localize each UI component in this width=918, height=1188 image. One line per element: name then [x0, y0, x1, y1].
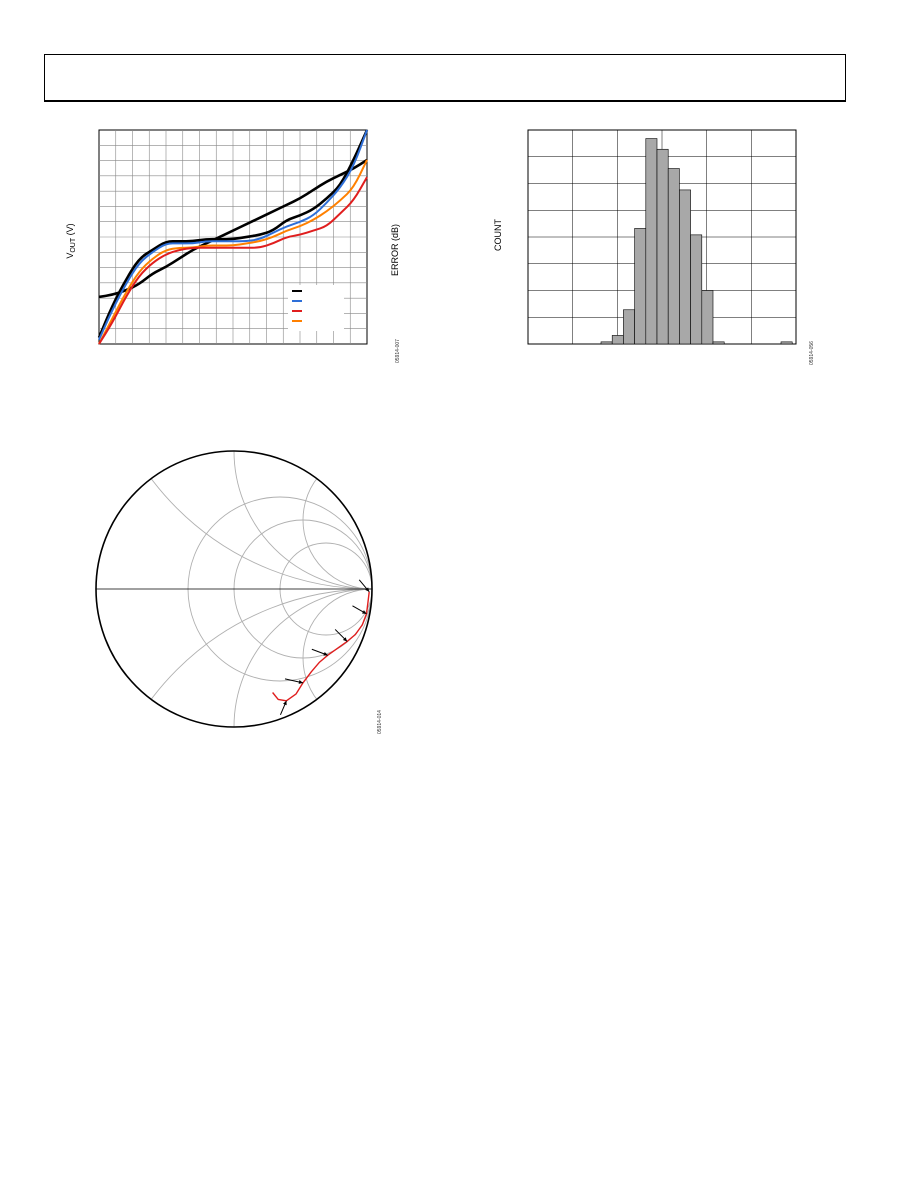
smith-figure-id: 05914-014	[377, 710, 383, 734]
histogram-bar-8	[691, 235, 702, 344]
smith-figure	[90, 445, 390, 745]
vout-figure	[60, 120, 420, 380]
histogram-bar-7	[679, 190, 690, 344]
histogram-bar-6	[668, 169, 679, 344]
smith-reactance-arc-neg	[96, 589, 648, 1141]
vout-y2-axis-label: ERROR (dB)	[390, 224, 400, 277]
vout-y-axis-label: $V_{OUT}$ (V)	[65, 223, 77, 259]
histogram-plot	[527, 129, 797, 345]
histogram-bar-9	[702, 291, 713, 345]
histogram-bar-3	[635, 228, 646, 344]
page-header-box	[44, 54, 846, 102]
smith-chart	[93, 445, 377, 731]
histogram-bar-0	[601, 342, 612, 344]
histogram-bar-5	[657, 149, 668, 344]
vout-plot	[98, 129, 368, 345]
histogram-bar-outlier	[781, 342, 792, 344]
histogram-figure-id: 05914-056	[809, 341, 815, 365]
smith-reactance-arc-neg	[234, 589, 510, 865]
histogram-figure	[490, 120, 830, 380]
histogram-y-axis-label: COUNT	[493, 219, 503, 251]
smith-trace	[273, 592, 370, 701]
smith-reactance-arc-pos	[303, 451, 441, 589]
histogram-bar-10	[713, 342, 724, 344]
vout-figure-id: 05914-007	[395, 339, 401, 363]
histogram-bar-4	[646, 139, 657, 344]
histogram-bar-1	[612, 335, 623, 344]
histogram-bar-2	[623, 310, 634, 344]
